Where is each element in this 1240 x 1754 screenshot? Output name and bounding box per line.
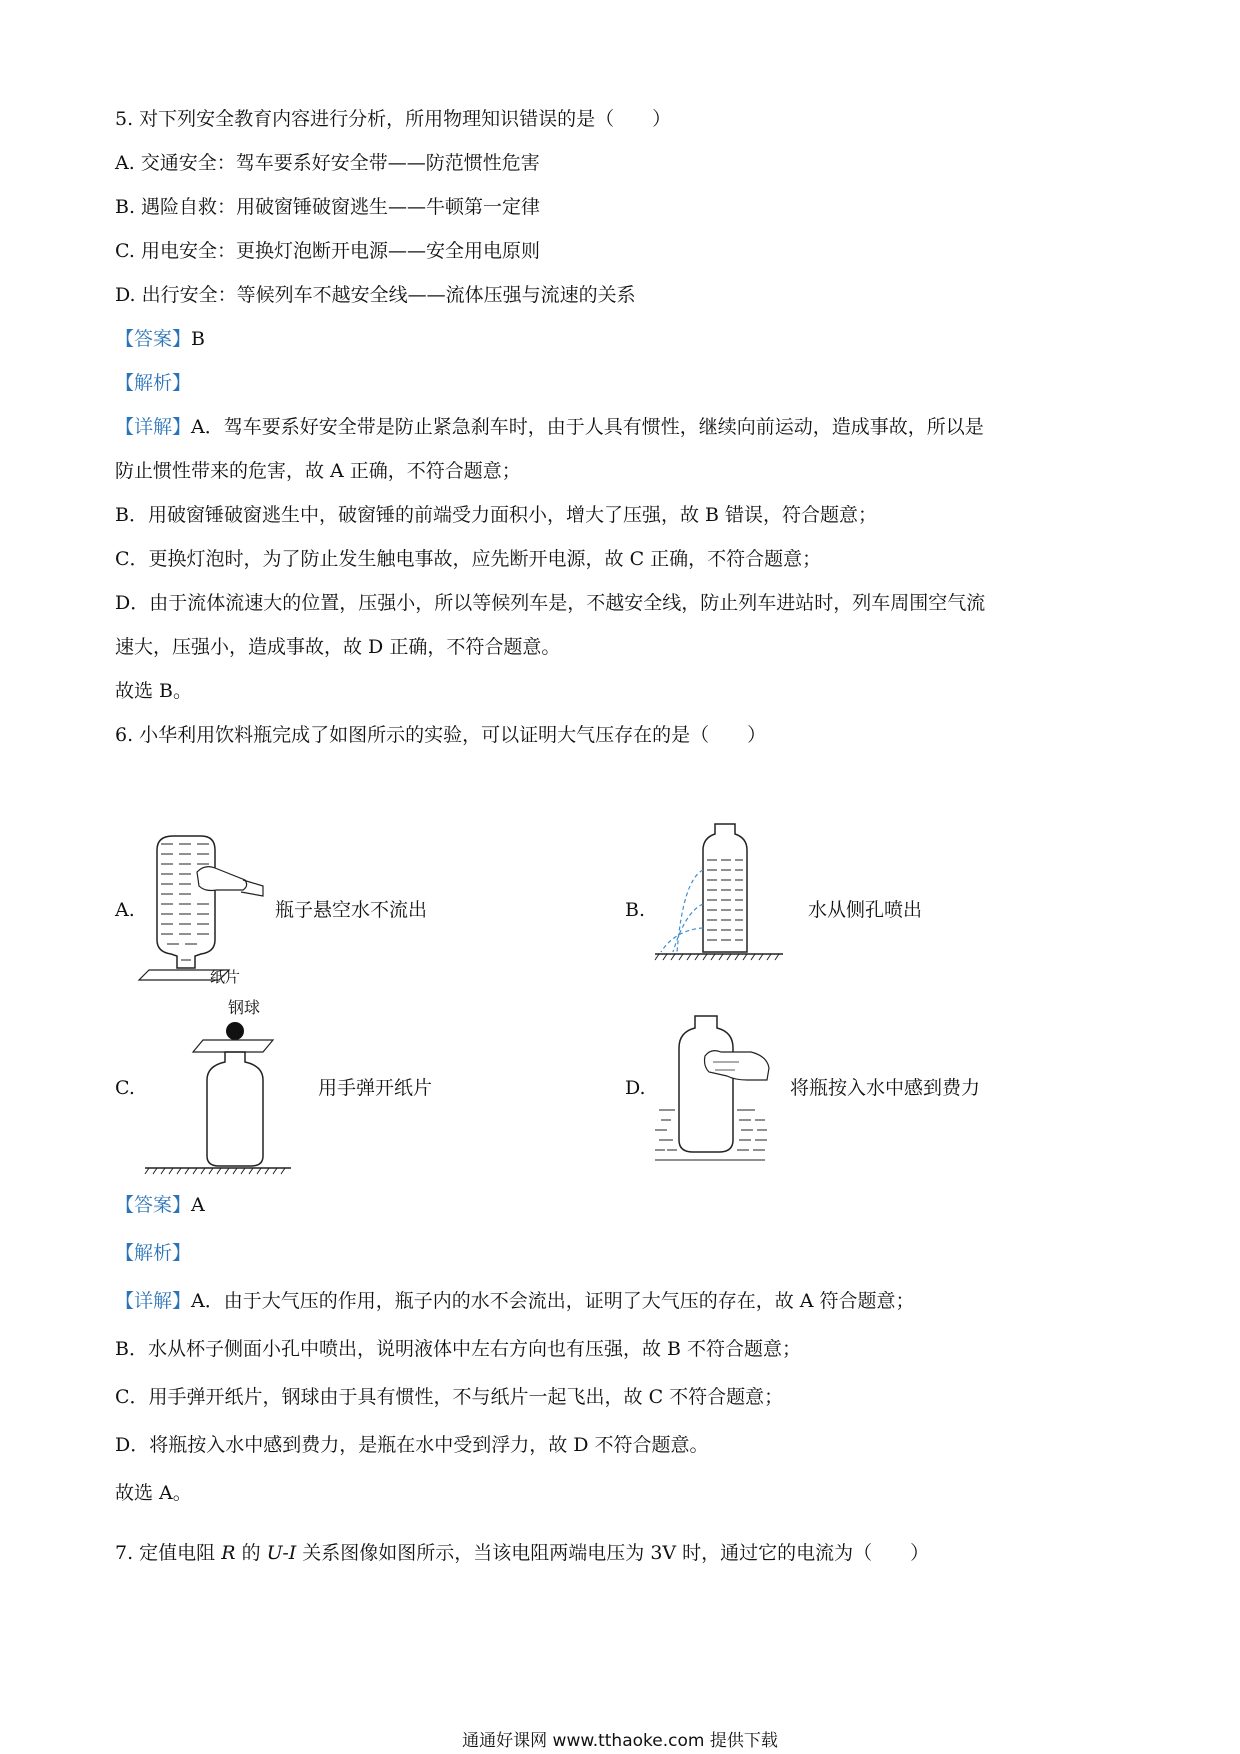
q7-var-ui: U-I (266, 1542, 297, 1564)
q5-option-c: C. 用电安全：更换灯泡断开电源——安全用电原则 (115, 240, 540, 262)
q6-option-b-caption: 水从侧孔喷出 (808, 899, 923, 921)
q7-stem-suffix: 关系图像如图所示，当该电阻两端电压为 3V 时，通过它的电流为（ ） (302, 1542, 930, 1564)
q5-conclusion: 故选 B。 (115, 680, 193, 702)
side-hole-bottle-figure (655, 820, 785, 970)
q6-option-b-letter: B. (625, 899, 646, 921)
q5-detail-line-4: C．更换灯泡时，为了防止发生触电事故，应先断开电源，故 C 正确，不符合题意； (115, 548, 822, 570)
q6-stem: 6. 小华利用饮料瓶完成了如图所示的实验，可以证明大气压存在的是（ ） (115, 724, 767, 746)
q7-stem-mid: 的 (241, 1542, 261, 1564)
q7-stem-prefix: 7. 定值电阻 (115, 1542, 216, 1564)
q6-detail-line-4: D．将瓶按入水中感到费力，是瓶在水中受到浮力，故 D 不符合题意。 (115, 1434, 709, 1456)
q7-stem (115, 1540, 929, 1566)
detail-tag: 【详解】 (115, 1290, 192, 1312)
q6-detail-line-2: B．水从杯子侧面小孔中喷出，说明液体中左右方向也有压强，故 B 不符合题意； (115, 1338, 802, 1360)
q5-detail-line-5: D．由于流体流速大的位置，压强小，所以等候列车是，不越安全线，防止列车进站时，列车周围空气流 (115, 592, 986, 614)
answer-tag: 【答案】 (115, 328, 192, 350)
bottle-in-water-figure (655, 1012, 775, 1162)
detail-tag: 【详解】 (115, 416, 192, 438)
page-footer: 通通好课网 www.tthaoke.com 提供下载 (462, 1731, 778, 1751)
steel-ball-label: 钢球 (228, 998, 261, 1017)
q5-detail-line-3: B．用破窗锤破窗逃生中，破窗锤的前端受力面积小，增大了压强，故 B 错误，符合题意； (115, 504, 878, 526)
q6-option-a-caption: 瓶子悬空水不流出 (275, 899, 428, 921)
answer-value: B (191, 328, 205, 350)
answer-tag: 【答案】 (115, 1194, 192, 1216)
detail-text: A．由于大气压的作用，瓶子内的水不会流出，证明了大气压的存在，故 A 符合题意； (191, 1290, 915, 1312)
q6-option-d-letter: D. (625, 1077, 646, 1099)
q6-conclusion: 故选 A。 (115, 1482, 192, 1504)
q6-answer (115, 1192, 205, 1218)
inverted-bottle-figure (145, 830, 265, 980)
q6-detail-line-3: C．用手弹开纸片，钢球由于具有惯性，不与纸片一起飞出，故 C 不符合题意； (115, 1386, 784, 1408)
q5-analysis-tag: 【解析】 (115, 372, 192, 394)
q6-option-c-letter: C. (115, 1077, 135, 1099)
q5-option-d: D. 出行安全：等候列车不越安全线——流体压强与流速的关系 (115, 284, 636, 306)
steel-ball-icon (226, 1022, 244, 1040)
q6-option-c-caption: 用手弹开纸片 (318, 1077, 433, 1099)
q6-detail-line-1 (115, 1288, 915, 1314)
q5-option-a: A. 交通安全：驾车要系好安全带——防范惯性危害 (115, 152, 540, 174)
q6-option-d-caption: 将瓶按入水中感到费力 (790, 1077, 981, 1099)
q5-answer (115, 326, 205, 352)
answer-value: A (191, 1194, 205, 1216)
q5-stem: 5. 对下列安全教育内容进行分析，所用物理知识错误的是（ ） (115, 108, 672, 130)
q5-detail-line-2: 防止惯性带来的危害，故 A 正确，不符合题意； (115, 460, 521, 482)
paper-label: 纸片 (210, 968, 241, 986)
q5-detail-line-6: 速大，压强小，造成事故，故 D 正确，不符合题意。 (115, 636, 561, 658)
q5-option-b: B. 遇险自救：用破窗锤破窗逃生——牛顿第一定律 (115, 196, 541, 218)
detail-text: A．驾车要系好安全带是防止紧急刹车时，由于人具有惯性，继续向前运动，造成事故，所以是 (191, 416, 984, 438)
q7-var-r: R (221, 1542, 236, 1564)
q6-option-a-letter: A. (115, 899, 135, 921)
q5-detail-line-1 (115, 414, 984, 440)
q6-analysis-tag: 【解析】 (115, 1242, 192, 1264)
paper-ball-bottle-figure (145, 1018, 295, 1178)
